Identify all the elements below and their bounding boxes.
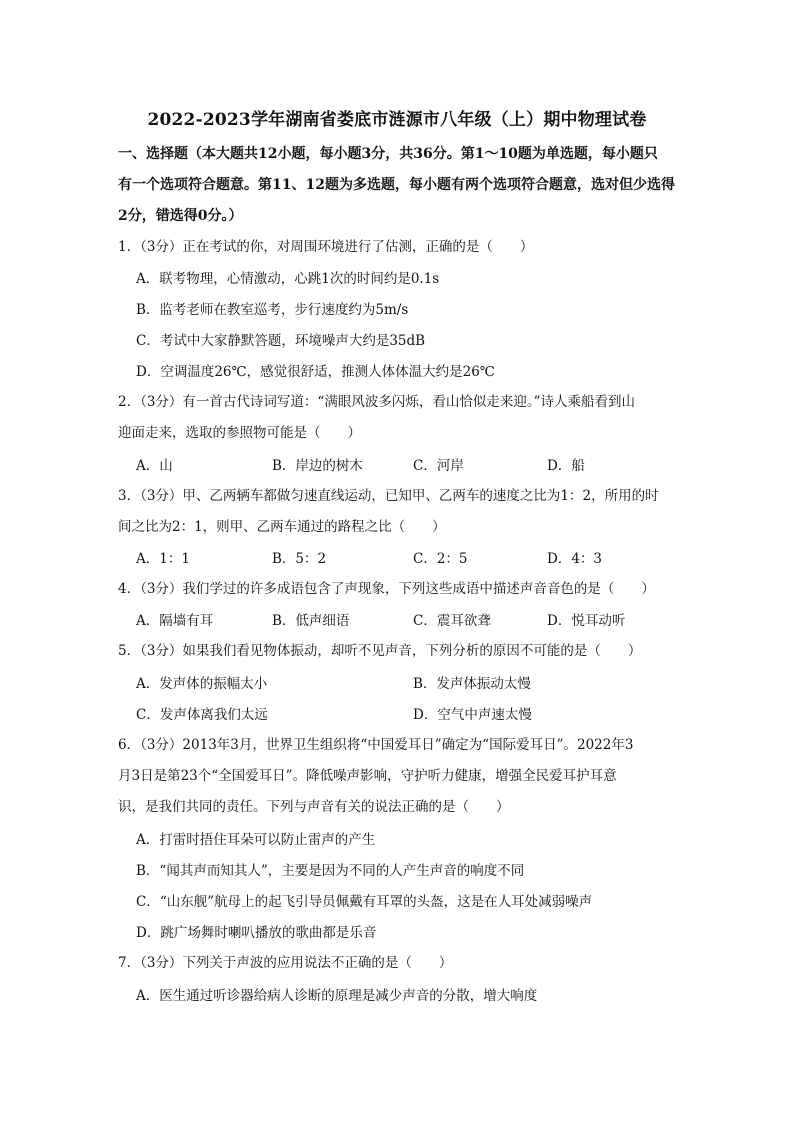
question-4-option-a: A．隔墙有耳 bbox=[136, 613, 214, 629]
question-4-option-c: C．震耳欲聋 bbox=[413, 613, 491, 629]
question-6-option-a: A．打雷时捂住耳朵可以防止雷声的产生 bbox=[136, 832, 376, 848]
question-5-option-d: D．空气中声速太慢 bbox=[413, 707, 532, 723]
question-6-stem-line-3: 识，是我们共同的责任。下列与声音有关的说法正确的是（ ） bbox=[118, 799, 510, 815]
question-7-option-a: A．医生通过听诊器给病人诊断的原理是减少声音的分散，增大响度 bbox=[136, 988, 538, 1004]
question-3-stem-line-2: 间之比为2：1，则甲、乙两车通过的路程之比（ ） bbox=[118, 519, 446, 535]
question-6-stem-line-2: 月3日是第23个“全国爱耳日”。降低噪声影响，守护听力健康，增强全民爱耳护耳意 bbox=[118, 768, 617, 784]
question-7-stem: 7．（3分）下列关于声波的应用说法不正确的是（ ） bbox=[118, 955, 453, 971]
question-3-option-a: A．1：1 bbox=[136, 551, 190, 567]
section-heading-line-3: 2分，错选得0分。） bbox=[118, 208, 243, 224]
question-2-option-b: B．岸边的树木 bbox=[272, 458, 363, 474]
question-2-option-d: D．船 bbox=[547, 458, 585, 474]
question-2-stem-line-1: 2．（3分）有一首古代诗词写道：“满眼风波多闪烁，看山恰似走来迎。”诗人乘船看到山 bbox=[118, 394, 635, 410]
question-6-option-c: C．“山东舰”航母上的起飞引导员佩戴有耳罩的头盔，这是在人耳处减弱噪声 bbox=[136, 894, 593, 910]
question-2-option-a: A．山 bbox=[136, 458, 173, 474]
question-3-option-b: B．5：2 bbox=[272, 551, 327, 567]
question-6-option-b: B．“闻其声而知其人”，主要是因为不同的人产生声音的响度不同 bbox=[136, 863, 525, 879]
section-heading-line-2: 有一个选项符合题意。第11、12题为多选题，每小题有两个选项符合题意，选对但少选得 bbox=[118, 177, 675, 193]
question-1-stem: 1．（3分）正在考试的你，对周围环境进行了估测，正确的是（ ） bbox=[118, 239, 534, 255]
question-2-stem-line-2: 迎面走来，选取的参照物可能是（ ） bbox=[118, 425, 361, 441]
question-1-option-a: A．联考物理，心情激动，心跳1次的时间约是0.1s bbox=[136, 271, 440, 287]
question-1-option-c: C．考试中大家静默答题，环境噪声大约是35dB bbox=[136, 333, 426, 349]
question-6-option-d: D．跳广场舞时喇叭播放的歌曲都是乐音 bbox=[136, 925, 377, 941]
page-title: 2022-2023学年湖南省娄底市涟源市八年级（上）期中物理试卷 bbox=[147, 110, 647, 130]
question-5-option-c: C．发声体离我们太远 bbox=[136, 707, 268, 723]
question-3-stem-line-1: 3．（3分）甲、乙两辆车都做匀速直线运动，已知甲、乙两车的速度之比为1：2，所用的时 bbox=[118, 488, 659, 504]
question-4-option-d: D．悦耳动听 bbox=[547, 613, 626, 629]
question-2-option-c: C．河岸 bbox=[413, 458, 464, 474]
question-4-stem: 4．（3分）我们学过的许多成语包含了声现象，下列这些成语中描述声音音色的是（ ） bbox=[118, 581, 655, 597]
question-6-stem-line-1: 6．（3分）2013年3月，世界卫生组织将“中国爱耳日”确定为“国际爱耳日”。2022年3 bbox=[118, 737, 634, 753]
question-5-option-a: A．发声体的振幅太小 bbox=[136, 676, 268, 692]
question-5-option-b: B．发声体振动太慢 bbox=[413, 676, 531, 692]
question-1-option-d: D．空调温度26℃，感觉很舒适，推测人体体温大约是26℃ bbox=[136, 364, 495, 380]
question-3-option-c: C．2：5 bbox=[413, 551, 468, 567]
question-4-option-b: B．低声细语 bbox=[272, 613, 350, 629]
section-heading-line-1: 一、选择题（本大题共12小题，每小题3分，共36分。第1～10题为单选题，每小题只 bbox=[118, 146, 658, 162]
question-3-option-d: D．4：3 bbox=[547, 551, 603, 567]
question-1-option-b: B．监考老师在教室巡考，步行速度约为5m/s bbox=[136, 302, 409, 318]
question-5-stem: 5．（3分）如果我们看见物体振动，却听不见声音，下列分析的原因不可能的是（ ） bbox=[118, 643, 642, 659]
